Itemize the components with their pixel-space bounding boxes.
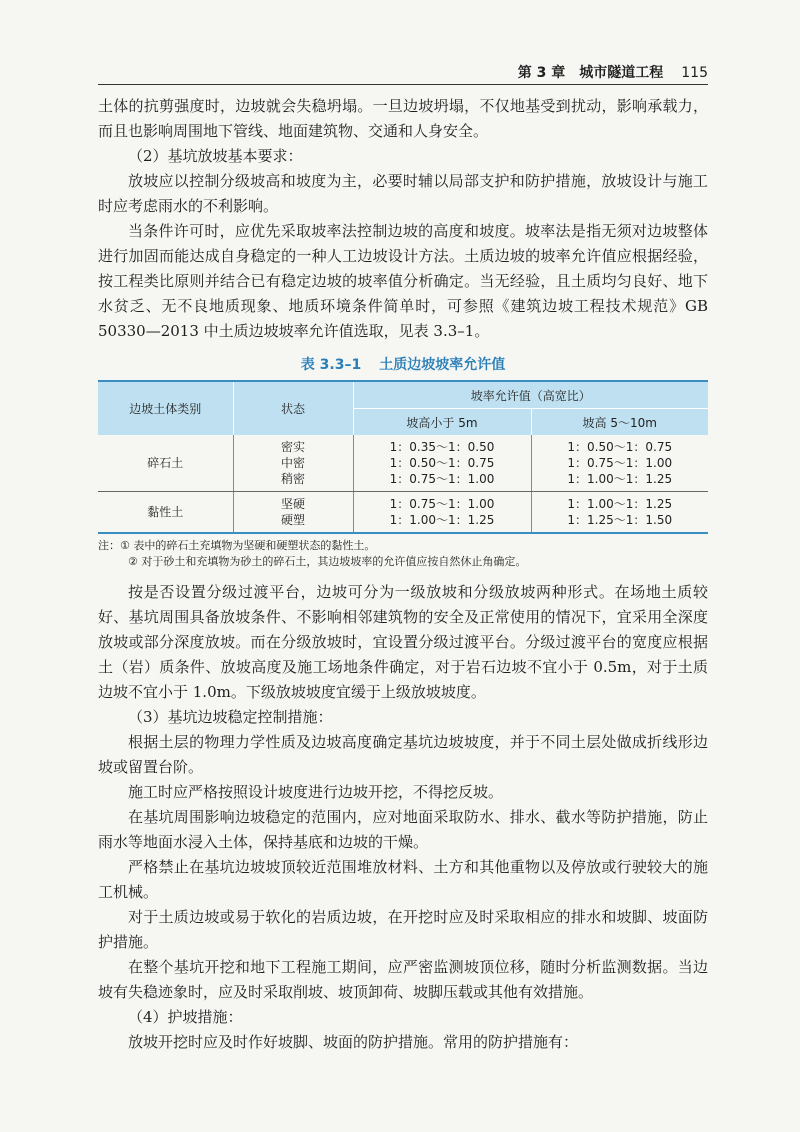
paragraph: 对于土质边坡或易于软化的岩质边坡，在开挖时应及时采取相应的排水和坡脚、坡面防护措施。	[98, 908, 708, 951]
header-soil-type: 边坡土体类别	[98, 381, 233, 435]
ratio-value: 1：0.75～1：1.00	[389, 472, 495, 486]
ratio-value: 1：0.35～1：0.50	[389, 440, 495, 454]
table-number: 表 3.3–1	[300, 357, 362, 373]
paragraph: 施工时应严格按照设计坡度进行边坡开挖，不得挖反坡。	[128, 783, 504, 801]
ratio-high-cell	[531, 492, 708, 534]
page-body	[98, 94, 708, 1055]
state-value: 密实	[280, 440, 305, 454]
header-state: 状态	[233, 381, 353, 435]
chapter-number: 第 3 章	[517, 65, 566, 81]
chapter-title: 城市隧道工程	[579, 65, 664, 81]
table-row	[98, 492, 708, 534]
table-row	[98, 435, 708, 492]
state-value: 稍密	[280, 472, 305, 486]
ratio-value: 1：1.00～1：1.25	[567, 472, 673, 486]
table-note: ② 对于砂土和充填物为砂土的碎石土，其边坡坡率的允许值应按自然休止角确定。	[128, 555, 527, 568]
section-heading-2: （2）基坑放坡基本要求：	[128, 147, 303, 165]
page-number: 115	[681, 65, 708, 81]
header-height-under-5m: 坡高小于 5m	[353, 409, 531, 436]
running-head	[518, 62, 708, 82]
ratio-value: 1：1.00～1：1.25	[567, 497, 673, 511]
section-heading-4: （4）护坡措施：	[128, 1008, 243, 1026]
ratio-value: 1：0.50～1：0.75	[389, 456, 495, 470]
table-notes	[98, 538, 708, 570]
slope-ratio-table	[98, 380, 708, 534]
paragraph: 在基坑周围影响边坡稳定的范围内，应对地面采取防水、排水、截水等防护措施，防止雨水等地面水浸入土体，保持基底和边坡的干燥。	[98, 808, 708, 851]
paragraph: 在整个基坑开挖和地下工程施工期间，应严密监测坡顶位移，随时分析监测数据。当边坡有失稳迹象时，应及时采取削坡、坡顶卸荷、坡脚压载或其他有效措施。	[98, 958, 708, 1001]
state-value: 硬塑	[280, 513, 305, 527]
state-value: 坚硬	[280, 497, 305, 511]
table-note: 注：① 表中的碎石土充填物为坚硬和硬塑状态的黏性土。	[98, 539, 376, 552]
paragraph: 土体的抗剪强度时，边坡就会失稳坍塌。一旦边坡坍塌，不仅地基受到扰动，影响承载力，而且也影响周围地下管线、地面建筑物、交通和人身安全。	[98, 97, 708, 140]
ratio-high-cell	[531, 435, 708, 492]
state-cell	[233, 492, 353, 534]
paragraph: 放坡应以控制分级坡高和坡度为主，必要时辅以局部支护和防护措施，放坡设计与施工时应考虑雨水的不利影响。	[98, 172, 708, 215]
soil-type-cell: 碎石土	[98, 435, 233, 492]
ratio-value: 1：1.00～1：1.25	[389, 513, 495, 527]
ratio-value: 1：1.25～1：1.50	[567, 513, 673, 527]
soil-type-cell: 黏性土	[98, 492, 233, 534]
paragraph: 放坡开挖时应及时作好坡脚、坡面的防护措施。常用的防护措施有：	[128, 1033, 579, 1051]
page-header	[98, 58, 708, 85]
paragraph: 根据土层的物理力学性质及边坡高度确定基坑边坡坡度，并于不同土层处做成折线形边坡或留置台阶。	[98, 733, 708, 776]
ratio-value: 1：0.75～1：1.00	[567, 456, 673, 470]
state-cell	[233, 435, 353, 492]
ratio-low-cell	[353, 435, 531, 492]
paragraph: 按是否设置分级过渡平台，边坡可分为一级放坡和分级放坡两种形式。在场地土质较好、基坑周围具备放坡条件、不影响相邻建筑物的安全及正常使用的情况下，宜采用全深度放坡或部分深度放坡。而在分级放坡时，宜设置分级过渡平台。分级过渡平台的宽度应根据土（岩）质条件、放坡高度及施工场地条件确定，对于岩石边坡不宜小于 0.5m，对于土质边坡不宜小于 1.0m。下级放坡坡度宜缓于上级放坡坡度。	[98, 583, 708, 701]
header-height-5-10m: 坡高 5～10m	[531, 409, 708, 436]
paragraph: 当条件许可时，应优先采取坡率法控制边坡的高度和坡度。坡率法是指无须对边坡整体进行加固而能达成自身稳定的一种人工边坡设计方法。土质边坡的坡率允许值应根据经验，按工程类比原则并结合已有稳定边坡的坡率值分析确定。当无经验，且土质均匀良好、地下水贫乏、无不良地质现象、地质环境条件简单时，可参照《建筑边坡工程技术规范》GB 50330—2013 中土质边坡坡率允许值选取，见表 3.3–1。	[98, 222, 708, 340]
state-value: 中密	[280, 456, 305, 470]
paragraph: 严格禁止在基坑边坡坡顶较近范围堆放材料、土方和其他重物以及停放或行驶较大的施工机械。	[98, 858, 708, 901]
table-caption	[98, 354, 708, 374]
ratio-value: 1：0.50～1：0.75	[567, 440, 673, 454]
section-heading-3: （3）基坑边坡稳定控制措施：	[128, 708, 333, 726]
table-title: 土质边坡坡率允许值	[379, 357, 506, 373]
ratio-value: 1：0.75～1：1.00	[389, 497, 495, 511]
header-slope-ratio: 坡率允许值（高宽比）	[353, 381, 708, 409]
ratio-low-cell	[353, 492, 531, 534]
